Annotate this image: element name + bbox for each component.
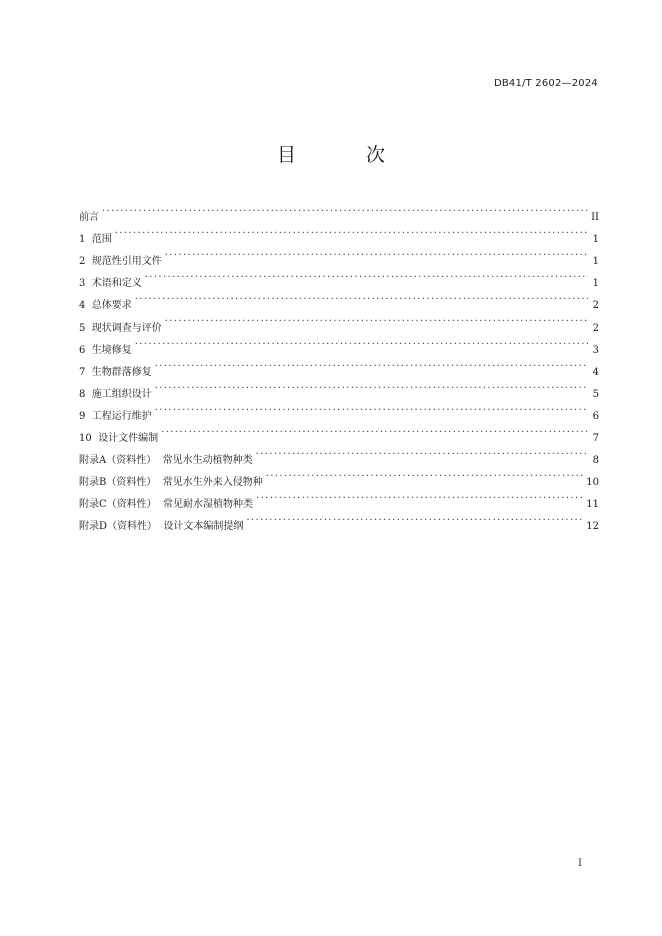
toc-entry[interactable] bbox=[79, 198, 599, 224]
toc-entry-page: 3 bbox=[592, 344, 599, 356]
toc-leader-dots bbox=[102, 198, 588, 220]
toc-entry-label: 10 设计文件编制 bbox=[79, 433, 159, 445]
toc-entry-page: 11 bbox=[586, 499, 599, 511]
toc-entry[interactable] bbox=[79, 353, 599, 378]
toc-entry-page: 8 bbox=[592, 455, 599, 467]
toc-entry-label: 前言 bbox=[79, 212, 99, 224]
toc-entry-label: 8 施工组织设计 bbox=[79, 388, 152, 400]
toc-entry-label: 2 规范性引用文件 bbox=[79, 256, 162, 268]
toc-leader-dots bbox=[161, 419, 588, 441]
toc-entry-page: 1 bbox=[592, 256, 599, 268]
toc-entry[interactable] bbox=[79, 331, 599, 356]
toc-leader-dots bbox=[155, 375, 588, 397]
standard-code: DB41/T 2602—2024 bbox=[493, 78, 598, 89]
toc-entry-label: 7 生物群落修复 bbox=[79, 366, 152, 378]
toc-entry-page: II bbox=[591, 212, 599, 224]
page-title: 目 次 bbox=[276, 144, 418, 166]
toc-entry-label: 附录C（资料性） 常见耐水湿植物种类 bbox=[79, 499, 254, 511]
toc-entry[interactable] bbox=[79, 220, 599, 246]
toc-entry[interactable] bbox=[79, 242, 599, 268]
toc-entry-label: 6 生境修复 bbox=[79, 344, 132, 356]
toc-entry-label: 1 范围 bbox=[79, 234, 112, 246]
toc-leader-dots bbox=[246, 507, 583, 529]
toc-entry-label: 3 术语和定义 bbox=[79, 278, 142, 290]
toc-leader-dots bbox=[266, 463, 584, 485]
toc-entry-label: 4 总体要求 bbox=[79, 300, 132, 312]
toc-leader-dots bbox=[135, 286, 588, 308]
toc-leader-dots bbox=[256, 441, 588, 463]
toc-leader-dots bbox=[165, 308, 588, 330]
toc-leader-dots bbox=[165, 242, 588, 264]
toc-leader-dots bbox=[145, 264, 588, 286]
toc-leader-dots bbox=[135, 331, 588, 353]
toc-entry-page: 2 bbox=[592, 300, 599, 312]
toc-entry-label: 附录B（资料性） 常见水生外来入侵物种 bbox=[79, 477, 263, 489]
toc-leader-dots bbox=[155, 353, 588, 375]
toc-entry-page: 1 bbox=[592, 234, 599, 246]
toc-entry-label: 附录D（资料性） 设计文本编制提纲 bbox=[79, 521, 244, 533]
toc-leader-dots bbox=[256, 485, 583, 507]
toc-entry-page: 1 bbox=[592, 278, 599, 290]
toc-entry[interactable] bbox=[79, 397, 599, 422]
toc-entry[interactable] bbox=[79, 375, 599, 400]
page-number: I bbox=[578, 858, 582, 869]
toc-entry[interactable] bbox=[79, 286, 599, 312]
toc-entry[interactable] bbox=[79, 308, 599, 334]
table-of-contents bbox=[79, 198, 599, 533]
toc-entry-label: 附录A（资料性） 常见水生动植物种类 bbox=[79, 455, 253, 467]
toc-entry-label: 9 工程运行维护 bbox=[79, 410, 152, 422]
toc-entry[interactable] bbox=[79, 264, 599, 290]
toc-entry-page: 6 bbox=[592, 410, 599, 422]
toc-entry[interactable] bbox=[79, 419, 599, 445]
toc-entry-page: 4 bbox=[592, 366, 599, 378]
toc-entry-page: 10 bbox=[586, 477, 599, 489]
toc-entry-label: 5 现状调查与评价 bbox=[79, 322, 162, 334]
toc-entry-page: 5 bbox=[592, 388, 599, 400]
toc-leader-dots bbox=[115, 220, 588, 242]
toc-leader-dots bbox=[155, 397, 588, 419]
toc-entry-page: 2 bbox=[592, 322, 599, 334]
toc-entry-page: 12 bbox=[586, 521, 599, 533]
toc-entry-page: 7 bbox=[592, 433, 599, 445]
